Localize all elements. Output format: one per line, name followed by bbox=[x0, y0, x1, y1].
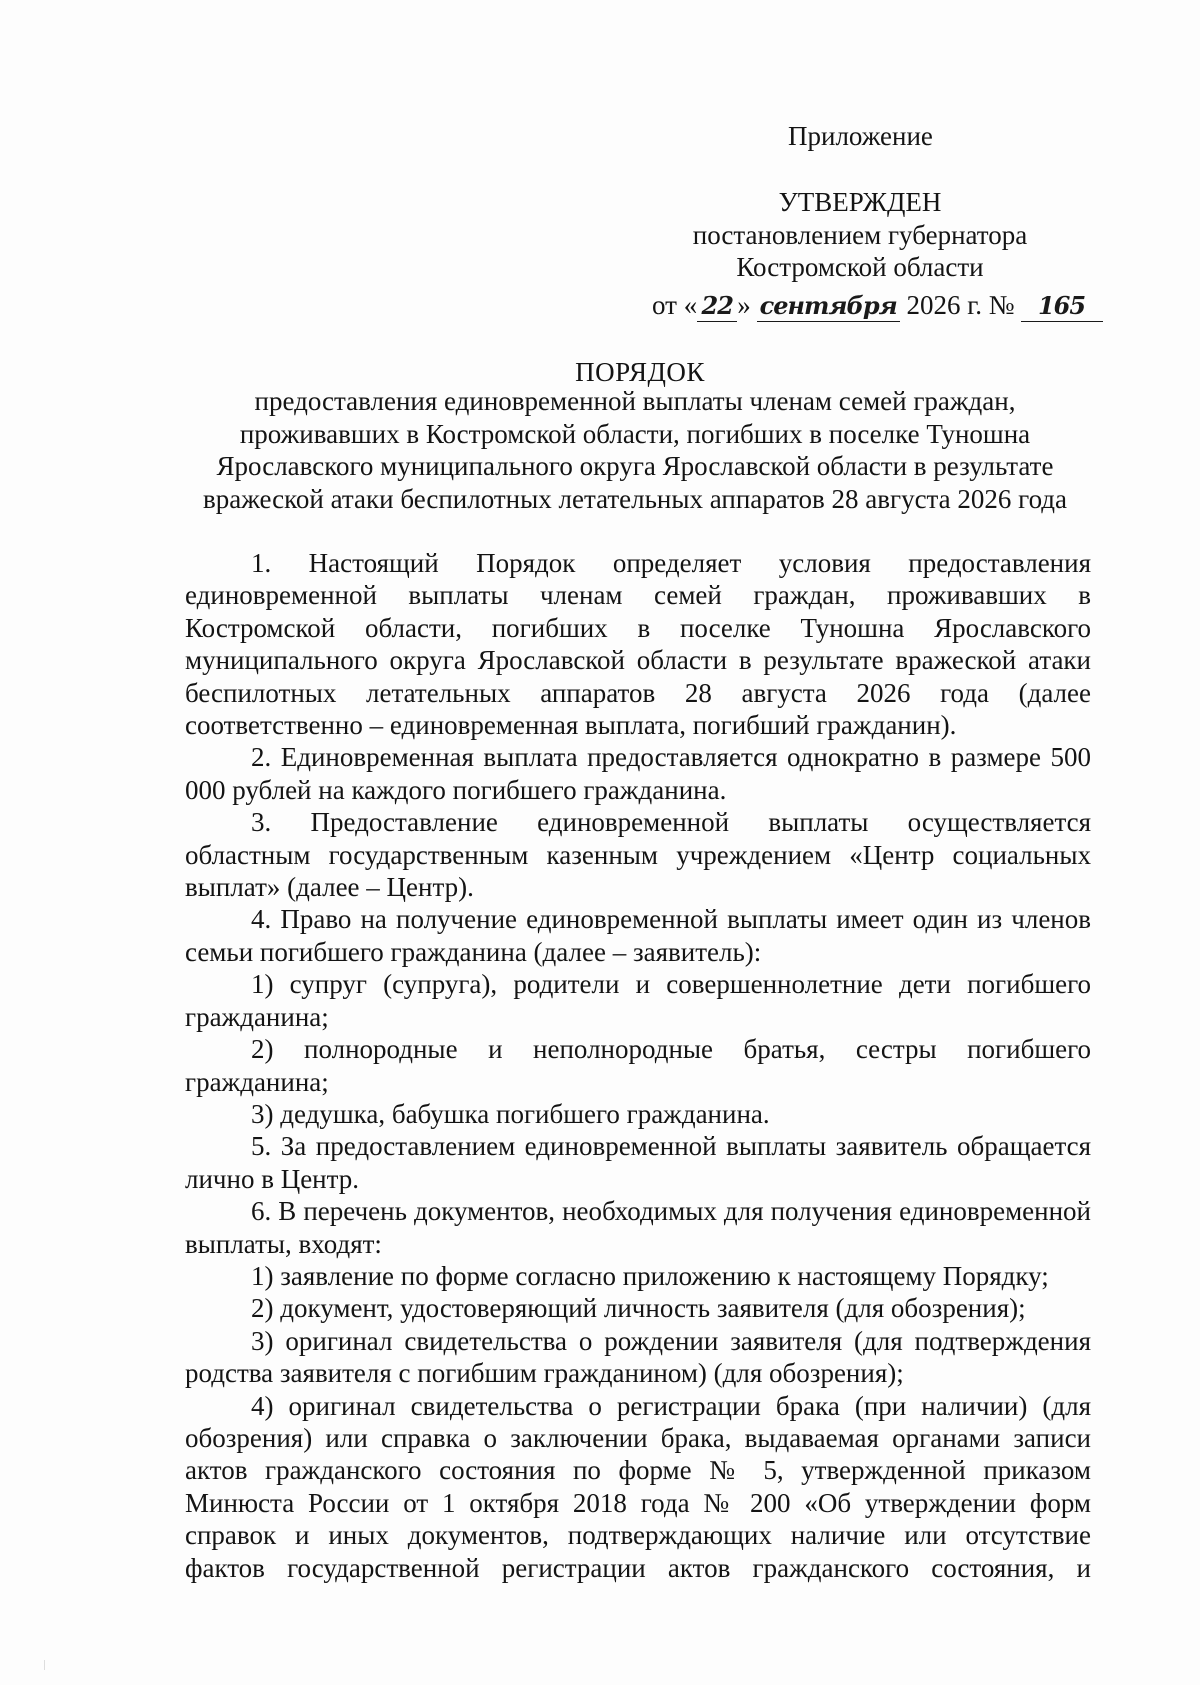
approved-by-line-1: постановлением губернатора bbox=[692, 219, 1028, 250]
paragraph-5: 5. За предоставлением единовременной выплаты заявитель обращается лично в Центр. bbox=[185, 1131, 1091, 1194]
paragraph-4: 4. Право на получение единовременной выплаты имеет один из членов семьи погибшего гражданина (далее – заявитель): bbox=[185, 904, 1091, 967]
paragraph-6-item-3: 3) оригинал свидетельства о рождении заявителя (для подтверждения родства заявителя с погибшим гражданином) (для обозрения); bbox=[185, 1325, 1091, 1389]
paragraph-4-item-2: 2) полнородные и неполнородные братья, сестры погибшего гражданина; bbox=[185, 1034, 1091, 1097]
appendix-label: Приложение bbox=[788, 121, 933, 151]
subtitle-line: предоставления единовременной выплаты членам семей граждан, bbox=[254, 386, 1016, 416]
handwritten-day: 22 bbox=[701, 291, 733, 320]
date-quote-close: » bbox=[737, 290, 751, 320]
paragraph-3: 3. Предоставление единовременной выплаты осуществляется областным государственным казенным учреждением «Центр социальных выплат» (далее – Центр). bbox=[185, 807, 1091, 903]
scan-margin-mark bbox=[44, 1660, 45, 1670]
handwritten-number: 165 bbox=[1037, 291, 1086, 320]
paragraph-4-item-1: 1) супруг (супруга), родители и совершеннолетние дети погибшего гражданина; bbox=[185, 969, 1091, 1032]
paragraph-2: 2. Единовременная выплата предоставляется однократно в размере 500 000 рублей на каждого погибшего гражданина. bbox=[185, 742, 1091, 805]
subtitle-line: Ярославского муниципального округа Ярославской области в результате bbox=[216, 451, 1054, 481]
paragraph-6-item-1: 1) заявление по форме согласно приложению к настоящему Порядку; bbox=[251, 1260, 1049, 1291]
approval-date-line bbox=[652, 288, 1103, 322]
date-prefix: от « bbox=[652, 290, 698, 320]
document-title: ПОРЯДОК bbox=[575, 357, 705, 387]
approved-label: УТВЕРЖДЕН bbox=[778, 187, 942, 217]
subtitle-line: вражеской атаки беспилотных летательных аппаратов 28 августа 2026 года bbox=[202, 483, 1068, 514]
approved-by-line-2: Костромской области bbox=[736, 252, 984, 282]
paragraph-6-item-4: 4) оригинал свидетельства о регистрации брака (при наличии) (для обозрения) или справка о заключении брака, выдаваемая органами записи актов гражданского состояния по форме № 5, утвержденной приказом Минюста России от 1 октября 2018 года № 200 «Об утверждении форм справок и иных документов, подтверждающих наличие или отсутствие фактов государственной регистрации актов гражданского состояния, и bbox=[185, 1390, 1091, 1583]
paragraph-4-item-3: 3) дедушка, бабушка погибшего гражданина. bbox=[251, 1098, 770, 1129]
paragraph-6: 6. В перечень документов, необходимых для получения единовременной выплаты, входят: bbox=[185, 1196, 1091, 1259]
document-body bbox=[185, 547, 1091, 1584]
handwritten-month: сентября bbox=[759, 291, 897, 320]
paragraph-6-item-2: 2) документ, удостоверяющий личность заявителя (для обозрения); bbox=[251, 1293, 1026, 1324]
date-year: 2026 г. № bbox=[906, 290, 1015, 320]
paragraph-1: 1. Настоящий Порядок определяет условия предоставления единовременной выплаты членам семей граждан, проживавших в Костромской области, погибших в поселке Туношна Ярославского муниципального округа Ярославской области в результате вражеской атаки беспилотных летательных аппаратов 28 августа 2026 года (далее соответственно – единовременная выплата, погибший гражданин). bbox=[185, 548, 1091, 741]
document-subtitle bbox=[180, 385, 1090, 515]
subtitle-line: проживавших в Костромской области, погибших в поселке Туношна bbox=[239, 418, 1031, 449]
approval-block bbox=[660, 186, 1060, 284]
